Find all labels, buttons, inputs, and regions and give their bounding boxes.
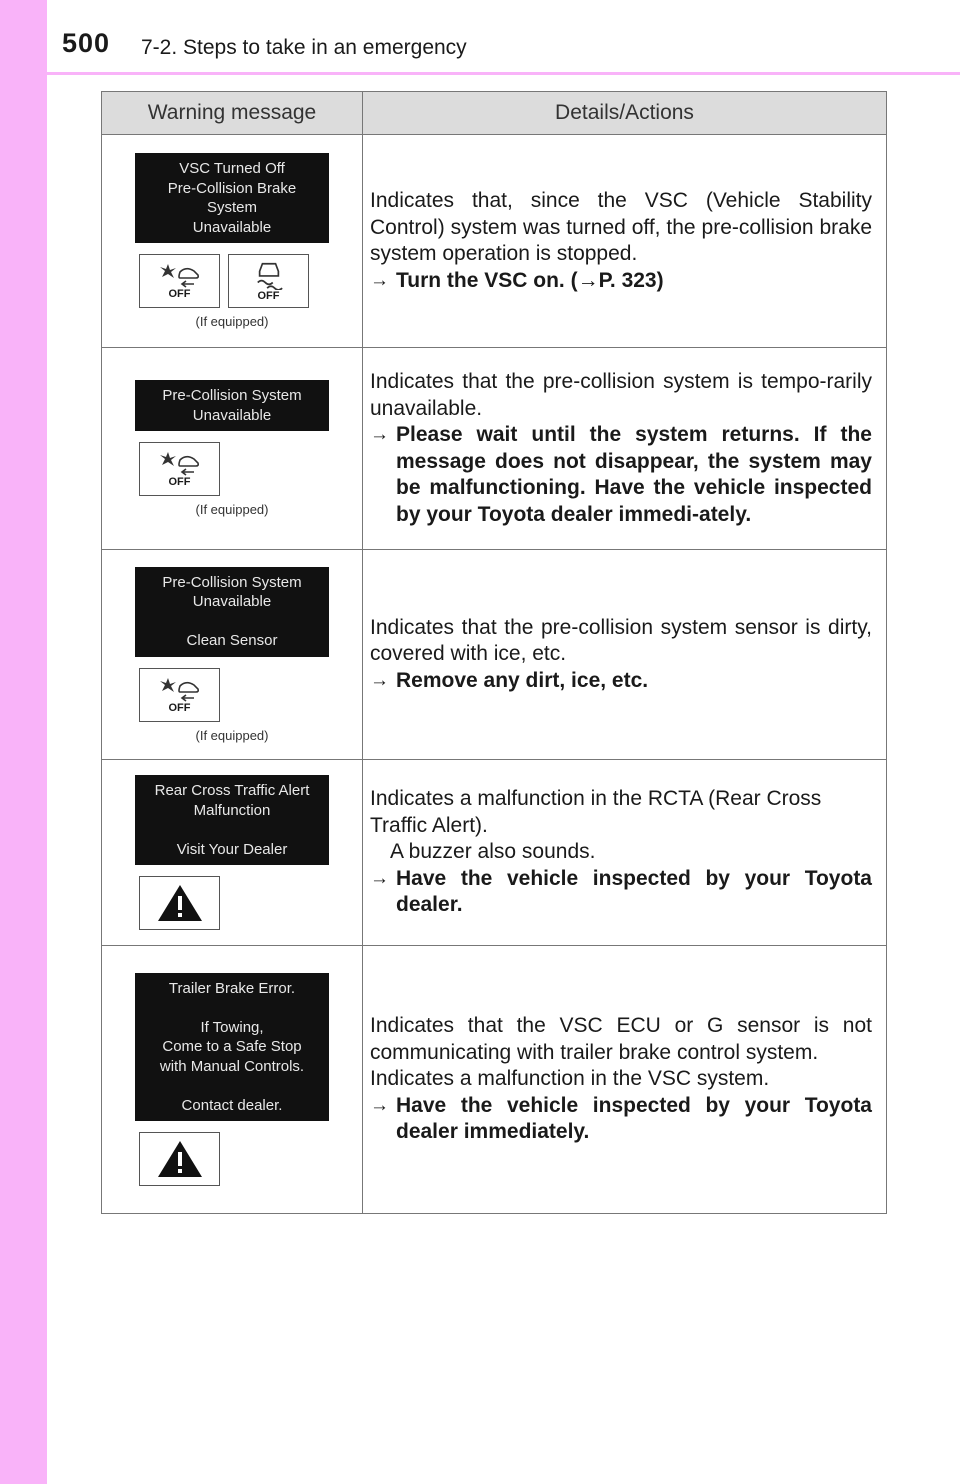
arrow-icon: → — [370, 424, 389, 445]
arrow-icon: → — [370, 269, 389, 291]
if-equipped-note: (If equipped) — [195, 502, 269, 517]
table-row — [102, 348, 887, 550]
action-text: → Have the vehicle inspected by your Toyota dealer immediately. — [370, 1093, 872, 1146]
col-header-warning-message: Warning message — [102, 92, 363, 135]
action-text: → Turn the VSC on. (→P. 323) — [370, 268, 872, 295]
action-text: → Please wait until the system returns. If the message does not disappear, the system may be malfunctioning. Have the vehicle inspected by your Toyota dealer immedi-ately. — [370, 422, 872, 528]
warning-message-display: Rear Cross Traffic Alert Malfunction Visit Your Dealer — [135, 775, 329, 865]
arrow-icon: → — [370, 1094, 389, 1116]
action-text: → Have the vehicle inspected by your Toyota dealer. — [370, 866, 872, 919]
warning-message-display: Pre-Collision System Unavailable Clean Sensor — [135, 567, 329, 657]
header-divider — [47, 72, 960, 75]
table-row — [102, 760, 887, 946]
pre-collision-off-icon: OFF — [139, 442, 220, 496]
warning-message-table — [101, 91, 887, 1214]
vsc-off-icon: OFF — [228, 254, 309, 308]
warning-message-display: VSC Turned Off Pre-Collision Brake System Unavailable — [135, 153, 329, 243]
page-number: 500 — [62, 28, 111, 58]
pre-collision-off-icon: OFF — [139, 668, 220, 722]
warning-triangle-icon — [139, 876, 220, 930]
if-equipped-note: (If equipped) — [195, 727, 269, 743]
details-text: Indicates that the pre-collision system is tempo-rarily unavailable. — [370, 370, 872, 420]
arrow-icon: → — [370, 867, 389, 889]
table-row — [102, 135, 887, 348]
section-title: 7-2. Steps to take in an emergency — [141, 36, 467, 59]
col-header-details-actions: Details/Actions — [363, 92, 887, 135]
arrow-icon: → — [370, 669, 389, 691]
action-text: → Remove any dirt, ice, etc. — [370, 668, 872, 695]
side-tab-bar — [0, 0, 47, 1484]
details-text: Indicates that the VSC ECU or G sensor is not communicating with trailer brake control system. — [370, 1014, 872, 1064]
details-text: Indicates that the pre-collision system sensor is dirty, covered with ice, etc. — [370, 615, 872, 666]
warning-message-display: Trailer Brake Error. If Towing, Come to a Safe Stop with Manual Controls. Contact dealer. — [135, 973, 329, 1122]
details-text-2: Indicates a malfunction in the VSC system. — [370, 1067, 770, 1091]
warning-triangle-icon — [139, 1132, 220, 1186]
pre-collision-off-icon: OFF — [139, 254, 220, 308]
details-text: Indicates a malfunction in the RCTA (Rear Cross Traffic Alert). — [370, 787, 822, 837]
table-row — [102, 946, 887, 1214]
buzzer-note: A buzzer also sounds. — [390, 840, 596, 864]
details-text: Indicates that, since the VSC (Vehicle Stability Control) system was turned off, the pre-collision brake system operation is stopped. — [370, 189, 872, 265]
warning-message-display: Pre-Collision System Unavailable — [135, 380, 329, 431]
table-row — [102, 550, 887, 760]
if-equipped-note: (If equipped) — [195, 314, 269, 329]
